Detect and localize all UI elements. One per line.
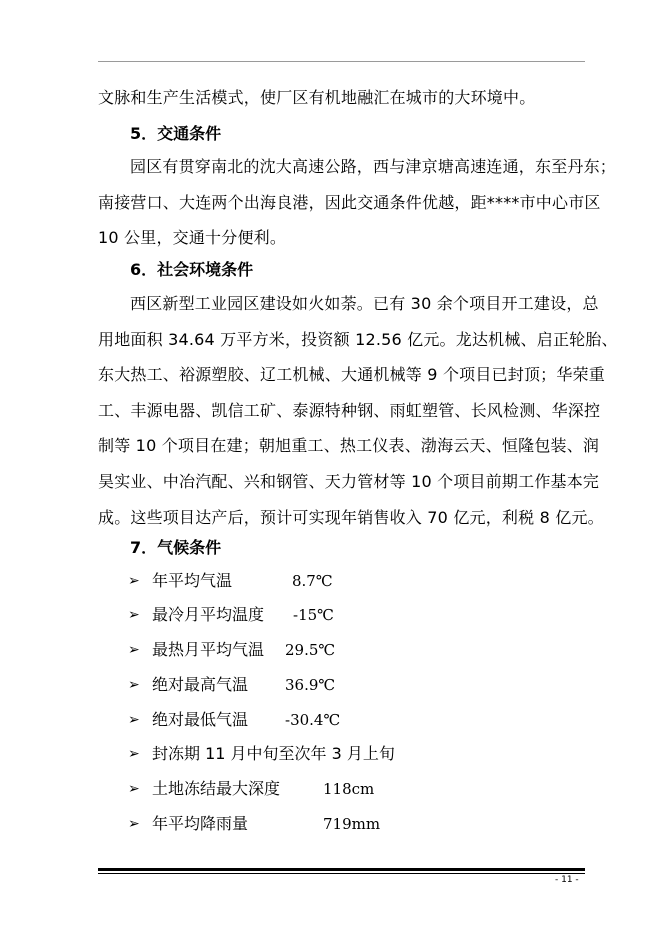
paragraph-line: 工、丰源电器、凯信工矿、泰源特种钢、雨虹塑管、长风检测、华深控	[98, 400, 601, 420]
climate-item-label: 土地冻结最大深度	[152, 779, 281, 798]
footer-rule	[98, 868, 585, 871]
paragraph-line: 10 公里，交通十分便利。	[98, 228, 287, 248]
climate-item-label: 最冷月平均温度	[152, 605, 265, 624]
arrow-bullet-icon: ➢	[128, 746, 140, 762]
section-heading-traffic: 5．交通条件	[130, 124, 222, 143]
paragraph-line: 文脉和生产生活模式，使厂区有机地融汇在城市的大环境中。	[98, 88, 536, 107]
climate-item-label: 年平均气温	[152, 571, 233, 590]
climate-item-value: 8.7℃	[292, 572, 333, 590]
paragraph-line: 园区有贯穿南北的沈大高速公路，西与津京塘高速连通，东至丹东；	[130, 157, 617, 176]
section-heading-climate: 7．气候条件	[130, 538, 222, 557]
header-rule	[98, 61, 585, 62]
climate-item-value: 719mm	[323, 815, 381, 833]
footer-rule-thin	[98, 873, 585, 874]
climate-item-label: 绝对最低气温	[152, 710, 249, 729]
paragraph-line: 西区新型工业园区建设如火如荼。已有 30 余个项目开工建设，总	[130, 294, 599, 313]
arrow-bullet-icon: ➢	[128, 607, 140, 623]
arrow-bullet-icon: ➢	[128, 712, 140, 728]
arrow-bullet-icon: ➢	[128, 781, 140, 797]
arrow-bullet-icon: ➢	[128, 677, 140, 693]
page-number: - 11 -	[555, 875, 579, 885]
paragraph-line: 南接营口、大连两个出海良港，因此交通条件优越，距****市中心市区	[98, 192, 601, 212]
paragraph-line: 用地面积 34.64 万平方米，投资额 12.56 亿元。龙达机械、启正轮胎、	[98, 329, 618, 349]
arrow-bullet-icon: ➢	[128, 642, 140, 658]
paragraph-line: 成。这些项目达产后，预计可实现年销售收入 70 亿元，利税 8 亿元。	[98, 507, 604, 527]
social-paragraph	[98, 286, 618, 535]
traffic-paragraph	[98, 149, 617, 256]
climate-item-value: 118cm	[323, 780, 375, 798]
continuation-paragraph	[98, 80, 586, 116]
arrow-bullet-icon: ➢	[128, 816, 140, 832]
paragraph-line: 东大热工、裕源塑胶、辽工机械、大通机械等 9 个项目已封顶；华荣重	[98, 365, 605, 385]
climate-item-label: 年平均降雨量	[152, 814, 249, 833]
climate-item-label: 最热月平均气温	[152, 640, 265, 659]
arrow-bullet-icon: ➢	[128, 573, 140, 589]
climate-item-label: 绝对最高气温	[152, 675, 249, 694]
climate-item-value: 36.9℃	[285, 676, 336, 694]
climate-item-value: -30.4℃	[285, 711, 341, 729]
climate-item-label: 封冻期 11 月中旬至次年 3 月上旬	[152, 744, 395, 763]
paragraph-line: 昊实业、中冶汽配、兴和钢管、天力管材等 10 个项目前期工作基本完	[98, 471, 600, 491]
climate-item-value: 29.5℃	[285, 641, 336, 659]
climate-item-value: -15℃	[293, 606, 334, 624]
section-heading-social: 6．社会环境条件	[130, 260, 254, 279]
paragraph-line: 制等 10 个项目在建；朝旭重工、热工仪表、渤海云天、恒隆包装、润	[98, 436, 600, 456]
